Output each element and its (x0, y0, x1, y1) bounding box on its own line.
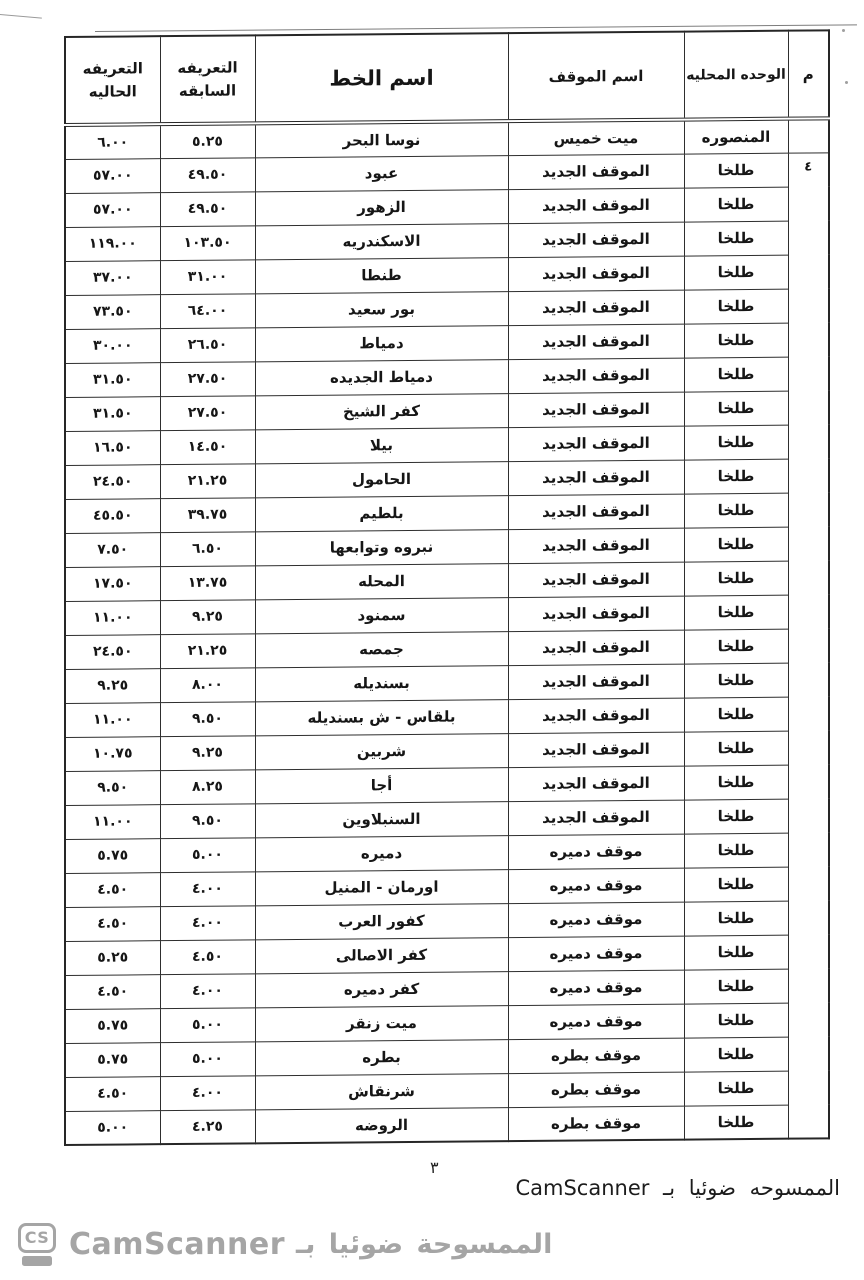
previous-tariff-cell: ٤.٥٠ (160, 939, 255, 974)
line-name-cell: دمياط (255, 325, 508, 361)
current-tariff-cell: ٥.٧٥ (65, 838, 160, 873)
previous-tariff-cell: ٤.٠٠ (160, 973, 255, 1008)
current-tariff-cell: ٥.٢٥ (65, 940, 160, 975)
current-tariff-cell: ٤.٥٠ (65, 906, 160, 941)
line-name-cell: الحامول (255, 461, 508, 497)
current-tariff-cell: ٥٧.٠٠ (65, 192, 160, 227)
current-tariff-cell: ٣١.٥٠ (65, 396, 160, 431)
current-tariff-cell: ٢٤.٥٠ (65, 464, 160, 499)
current-tariff-cell: ١١.٠٠ (65, 702, 160, 737)
line-name-cell: أجا (255, 767, 508, 803)
local-unit-cell: طلخا (684, 935, 788, 970)
current-tariff-cell: ١٦.٥٠ (65, 430, 160, 465)
local-unit-cell: طلخا (684, 561, 788, 596)
local-unit-cell: طلخا (684, 867, 788, 902)
local-unit-cell: طلخا (684, 629, 788, 664)
header-current-tariff: التعريفه الحاليه (65, 36, 160, 125)
previous-tariff-cell: ٢١.٢٥ (160, 463, 255, 498)
stop-name-cell: موقف دميره (508, 902, 684, 938)
previous-tariff-cell: ٢٧.٥٠ (160, 395, 255, 430)
stop-name-cell: الموقف الجديد (508, 698, 684, 734)
previous-tariff-cell: ٢٦.٥٠ (160, 327, 255, 362)
previous-tariff-cell: ٤.٠٠ (160, 871, 255, 906)
current-tariff-cell: ٣٧.٠٠ (65, 260, 160, 295)
previous-tariff-cell: ١٣.٧٥ (160, 565, 255, 600)
current-tariff-cell: ١١.٠٠ (65, 600, 160, 635)
current-tariff-cell: ٥.٧٥ (65, 1042, 160, 1077)
current-tariff-cell: ٥٧.٠٠ (65, 158, 160, 193)
stop-name-cell: الموقف الجديد (508, 222, 684, 258)
current-tariff-cell: ٦.٠٠ (65, 124, 160, 159)
tariff-table-container (64, 29, 828, 1146)
line-name-cell: سمنود (255, 597, 508, 633)
local-unit-cell: طلخا (684, 357, 788, 392)
local-unit-cell: طلخا (684, 833, 788, 868)
line-name-cell: دميره (255, 835, 508, 871)
header-line-name: اسم الخط (255, 33, 508, 123)
stop-name-cell: الموقف الجديد (508, 766, 684, 802)
stop-name-cell: الموقف الجديد (508, 664, 684, 700)
local-unit-cell: طلخا (684, 255, 788, 290)
previous-tariff-cell: ٥.٢٥ (160, 123, 255, 158)
local-unit-cell: طلخا (684, 901, 788, 936)
local-unit-cell: طلخا (684, 1071, 788, 1106)
stop-name-cell: موقف دميره (508, 970, 684, 1006)
current-tariff-cell: ١٧.٥٠ (65, 566, 160, 601)
previous-tariff-cell: ٤.٠٠ (160, 1075, 255, 1110)
current-tariff-cell: ٥.٠٠ (65, 1110, 160, 1145)
line-name-cell: نوسا البحر (255, 121, 508, 157)
line-name-cell: كفر الشيخ (255, 393, 508, 429)
previous-tariff-cell: ٤.٠٠ (160, 905, 255, 940)
camscanner-arabic-text: الممسوحة ضوئيا بـ (296, 1228, 553, 1260)
current-tariff-cell: ٤٥.٥٠ (65, 498, 160, 533)
stop-name-cell: الموقف الجديد (508, 460, 684, 496)
local-unit-cell: طلخا (684, 187, 788, 222)
previous-tariff-cell: ٣٩.٧٥ (160, 497, 255, 532)
previous-tariff-cell: ٢٧.٥٠ (160, 361, 255, 396)
line-name-cell: بيلا (255, 427, 508, 463)
previous-tariff-cell: ٤٩.٥٠ (160, 191, 255, 226)
local-unit-cell: طلخا (684, 1105, 788, 1140)
stop-name-cell: موقف دميره (508, 1004, 684, 1040)
page-number: ٣ (430, 1158, 439, 1177)
previous-tariff-cell: ٩.٥٠ (160, 803, 255, 838)
line-name-cell: طنطا (255, 257, 508, 293)
stop-name-cell: موقف دميره (508, 834, 684, 870)
current-tariff-cell: ٤.٥٠ (65, 872, 160, 907)
handwritten-watermark: الممسوحه ضوئيا بـ CamScanner (515, 1176, 840, 1200)
current-tariff-cell: ٧٣.٥٠ (65, 294, 160, 329)
local-unit-cell: طلخا (684, 391, 788, 426)
stop-name-cell: الموقف الجديد (508, 358, 684, 394)
local-unit-cell: طلخا (684, 969, 788, 1004)
previous-tariff-cell: ٤.٢٥ (160, 1109, 255, 1144)
stop-name-cell: الموقف الجديد (508, 256, 684, 292)
current-tariff-cell: ١١.٠٠ (65, 804, 160, 839)
line-name-cell: الزهور (255, 189, 508, 225)
line-name-cell: كفور العرب (255, 903, 508, 939)
current-tariff-cell: ١٠.٧٥ (65, 736, 160, 771)
previous-tariff-cell: ١٠٣.٥٠ (160, 225, 255, 260)
tariff-table (64, 29, 830, 1146)
camscanner-watermark (16, 1218, 552, 1270)
camscanner-logo-text: CS (18, 1223, 56, 1253)
stop-name-cell: الموقف الجديد (508, 392, 684, 428)
previous-tariff-cell: ٨.٢٥ (160, 769, 255, 804)
local-unit-cell: طلخا (684, 731, 788, 766)
stop-name-cell: الموقف الجديد (508, 426, 684, 462)
stop-name-cell: الموقف الجديد (508, 732, 684, 768)
previous-tariff-cell: ٥.٠٠ (160, 1041, 255, 1076)
stop-name-cell: ميت خميس (508, 120, 684, 156)
camscanner-logo-base (22, 1256, 52, 1266)
stop-name-cell: موقف بطره (508, 1106, 684, 1142)
scan-speck (842, 29, 845, 32)
local-unit-cell: طلخا (684, 527, 788, 562)
local-unit-cell: طلخا (684, 1003, 788, 1038)
local-unit-cell: طلخا (684, 663, 788, 698)
line-name-cell: المحله (255, 563, 508, 599)
local-unit-cell: طلخا (684, 799, 788, 834)
previous-tariff-cell: ٢١.٢٥ (160, 633, 255, 668)
serial-cell: ٤ (788, 152, 829, 1138)
current-tariff-cell: ٩.٢٥ (65, 668, 160, 703)
scan-corner-mark (0, 14, 42, 19)
line-name-cell: بلقاس - ش بسنديله (255, 699, 508, 735)
line-name-cell: بطره (255, 1039, 508, 1075)
header-serial: م (788, 30, 829, 118)
current-tariff-cell: ٩.٥٠ (65, 770, 160, 805)
previous-tariff-cell: ٥.٠٠ (160, 837, 255, 872)
stop-name-cell: الموقف الجديد (508, 800, 684, 836)
header-previous-tariff: التعريفه السابقه (160, 35, 255, 124)
line-name-cell: بور سعيد (255, 291, 508, 327)
fare-table-body (65, 118, 829, 1145)
previous-tariff-cell: ٦٤.٠٠ (160, 293, 255, 328)
current-tariff-cell: ٣١.٥٠ (65, 362, 160, 397)
line-name-cell: شرنقاش (255, 1073, 508, 1109)
local-unit-cell: المنصوره (684, 119, 788, 154)
stop-name-cell: الموقف الجديد (508, 630, 684, 666)
stop-name-cell: الموقف الجديد (508, 188, 684, 224)
current-tariff-cell: ٧.٥٠ (65, 532, 160, 567)
local-unit-cell: طلخا (684, 595, 788, 630)
current-tariff-cell: ٤.٥٠ (65, 1076, 160, 1111)
previous-tariff-cell: ١٤.٥٠ (160, 429, 255, 464)
stop-name-cell: الموقف الجديد (508, 528, 684, 564)
line-name-cell: شربين (255, 733, 508, 769)
previous-tariff-cell: ٥.٠٠ (160, 1007, 255, 1042)
current-tariff-cell: ٥.٧٥ (65, 1008, 160, 1043)
previous-tariff-cell: ٨.٠٠ (160, 667, 255, 702)
current-tariff-cell: ٤.٥٠ (65, 974, 160, 1009)
previous-tariff-cell: ٤٩.٥٠ (160, 157, 255, 192)
camscanner-brand-text: CamScanner (69, 1226, 286, 1262)
header-stop-name: اسم الموقف (508, 32, 684, 122)
scan-speck (845, 81, 848, 84)
line-name-cell: عبود (255, 155, 508, 191)
stop-name-cell: الموقف الجديد (508, 596, 684, 632)
local-unit-cell: طلخا (684, 1037, 788, 1072)
local-unit-cell: طلخا (684, 323, 788, 358)
stop-name-cell: الموقف الجديد (508, 494, 684, 530)
local-unit-cell: طلخا (684, 765, 788, 800)
line-name-cell: بسنديله (255, 665, 508, 701)
local-unit-cell: طلخا (684, 221, 788, 256)
stop-name-cell: الموقف الجديد (508, 324, 684, 360)
stop-name-cell: الموقف الجديد (508, 562, 684, 598)
camscanner-logo-icon (16, 1223, 58, 1266)
stop-name-cell: الموقف الجديد (508, 154, 684, 190)
serial-cell (788, 118, 829, 152)
current-tariff-cell: ٣٠.٠٠ (65, 328, 160, 363)
header-local-unit: الوحده المحليه (684, 31, 788, 120)
stop-name-cell: موقف دميره (508, 936, 684, 972)
line-name-cell: اورمان - المنيل (255, 869, 508, 905)
local-unit-cell: طلخا (684, 493, 788, 528)
local-unit-cell: طلخا (684, 697, 788, 732)
table-header-row (65, 30, 829, 125)
line-name-cell: دمياط الجديده (255, 359, 508, 395)
line-name-cell: جمصه (255, 631, 508, 667)
stop-name-cell: موقف دميره (508, 868, 684, 904)
table-row (65, 1104, 829, 1145)
previous-tariff-cell: ٣١.٠٠ (160, 259, 255, 294)
line-name-cell: الروضه (255, 1107, 508, 1143)
line-name-cell: ميت زنقر (255, 1005, 508, 1041)
stop-name-cell: موقف بطره (508, 1038, 684, 1074)
current-tariff-cell: ١١٩.٠٠ (65, 226, 160, 261)
previous-tariff-cell: ٩.٢٥ (160, 599, 255, 634)
local-unit-cell: طلخا (684, 425, 788, 460)
previous-tariff-cell: ٦.٥٠ (160, 531, 255, 566)
stop-name-cell: الموقف الجديد (508, 290, 684, 326)
line-name-cell: السنبلاوين (255, 801, 508, 837)
line-name-cell: كفر دميره (255, 971, 508, 1007)
previous-tariff-cell: ٩.٢٥ (160, 735, 255, 770)
line-name-cell: نبروه وتوابعها (255, 529, 508, 565)
local-unit-cell: طلخا (684, 289, 788, 324)
current-tariff-cell: ٢٤.٥٠ (65, 634, 160, 669)
stop-name-cell: موقف بطره (508, 1072, 684, 1108)
previous-tariff-cell: ٩.٥٠ (160, 701, 255, 736)
line-name-cell: كفر الاصالى (255, 937, 508, 973)
local-unit-cell: طلخا (684, 459, 788, 494)
local-unit-cell: طلخا (684, 153, 788, 188)
line-name-cell: بلطيم (255, 495, 508, 531)
line-name-cell: الاسكندريه (255, 223, 508, 259)
